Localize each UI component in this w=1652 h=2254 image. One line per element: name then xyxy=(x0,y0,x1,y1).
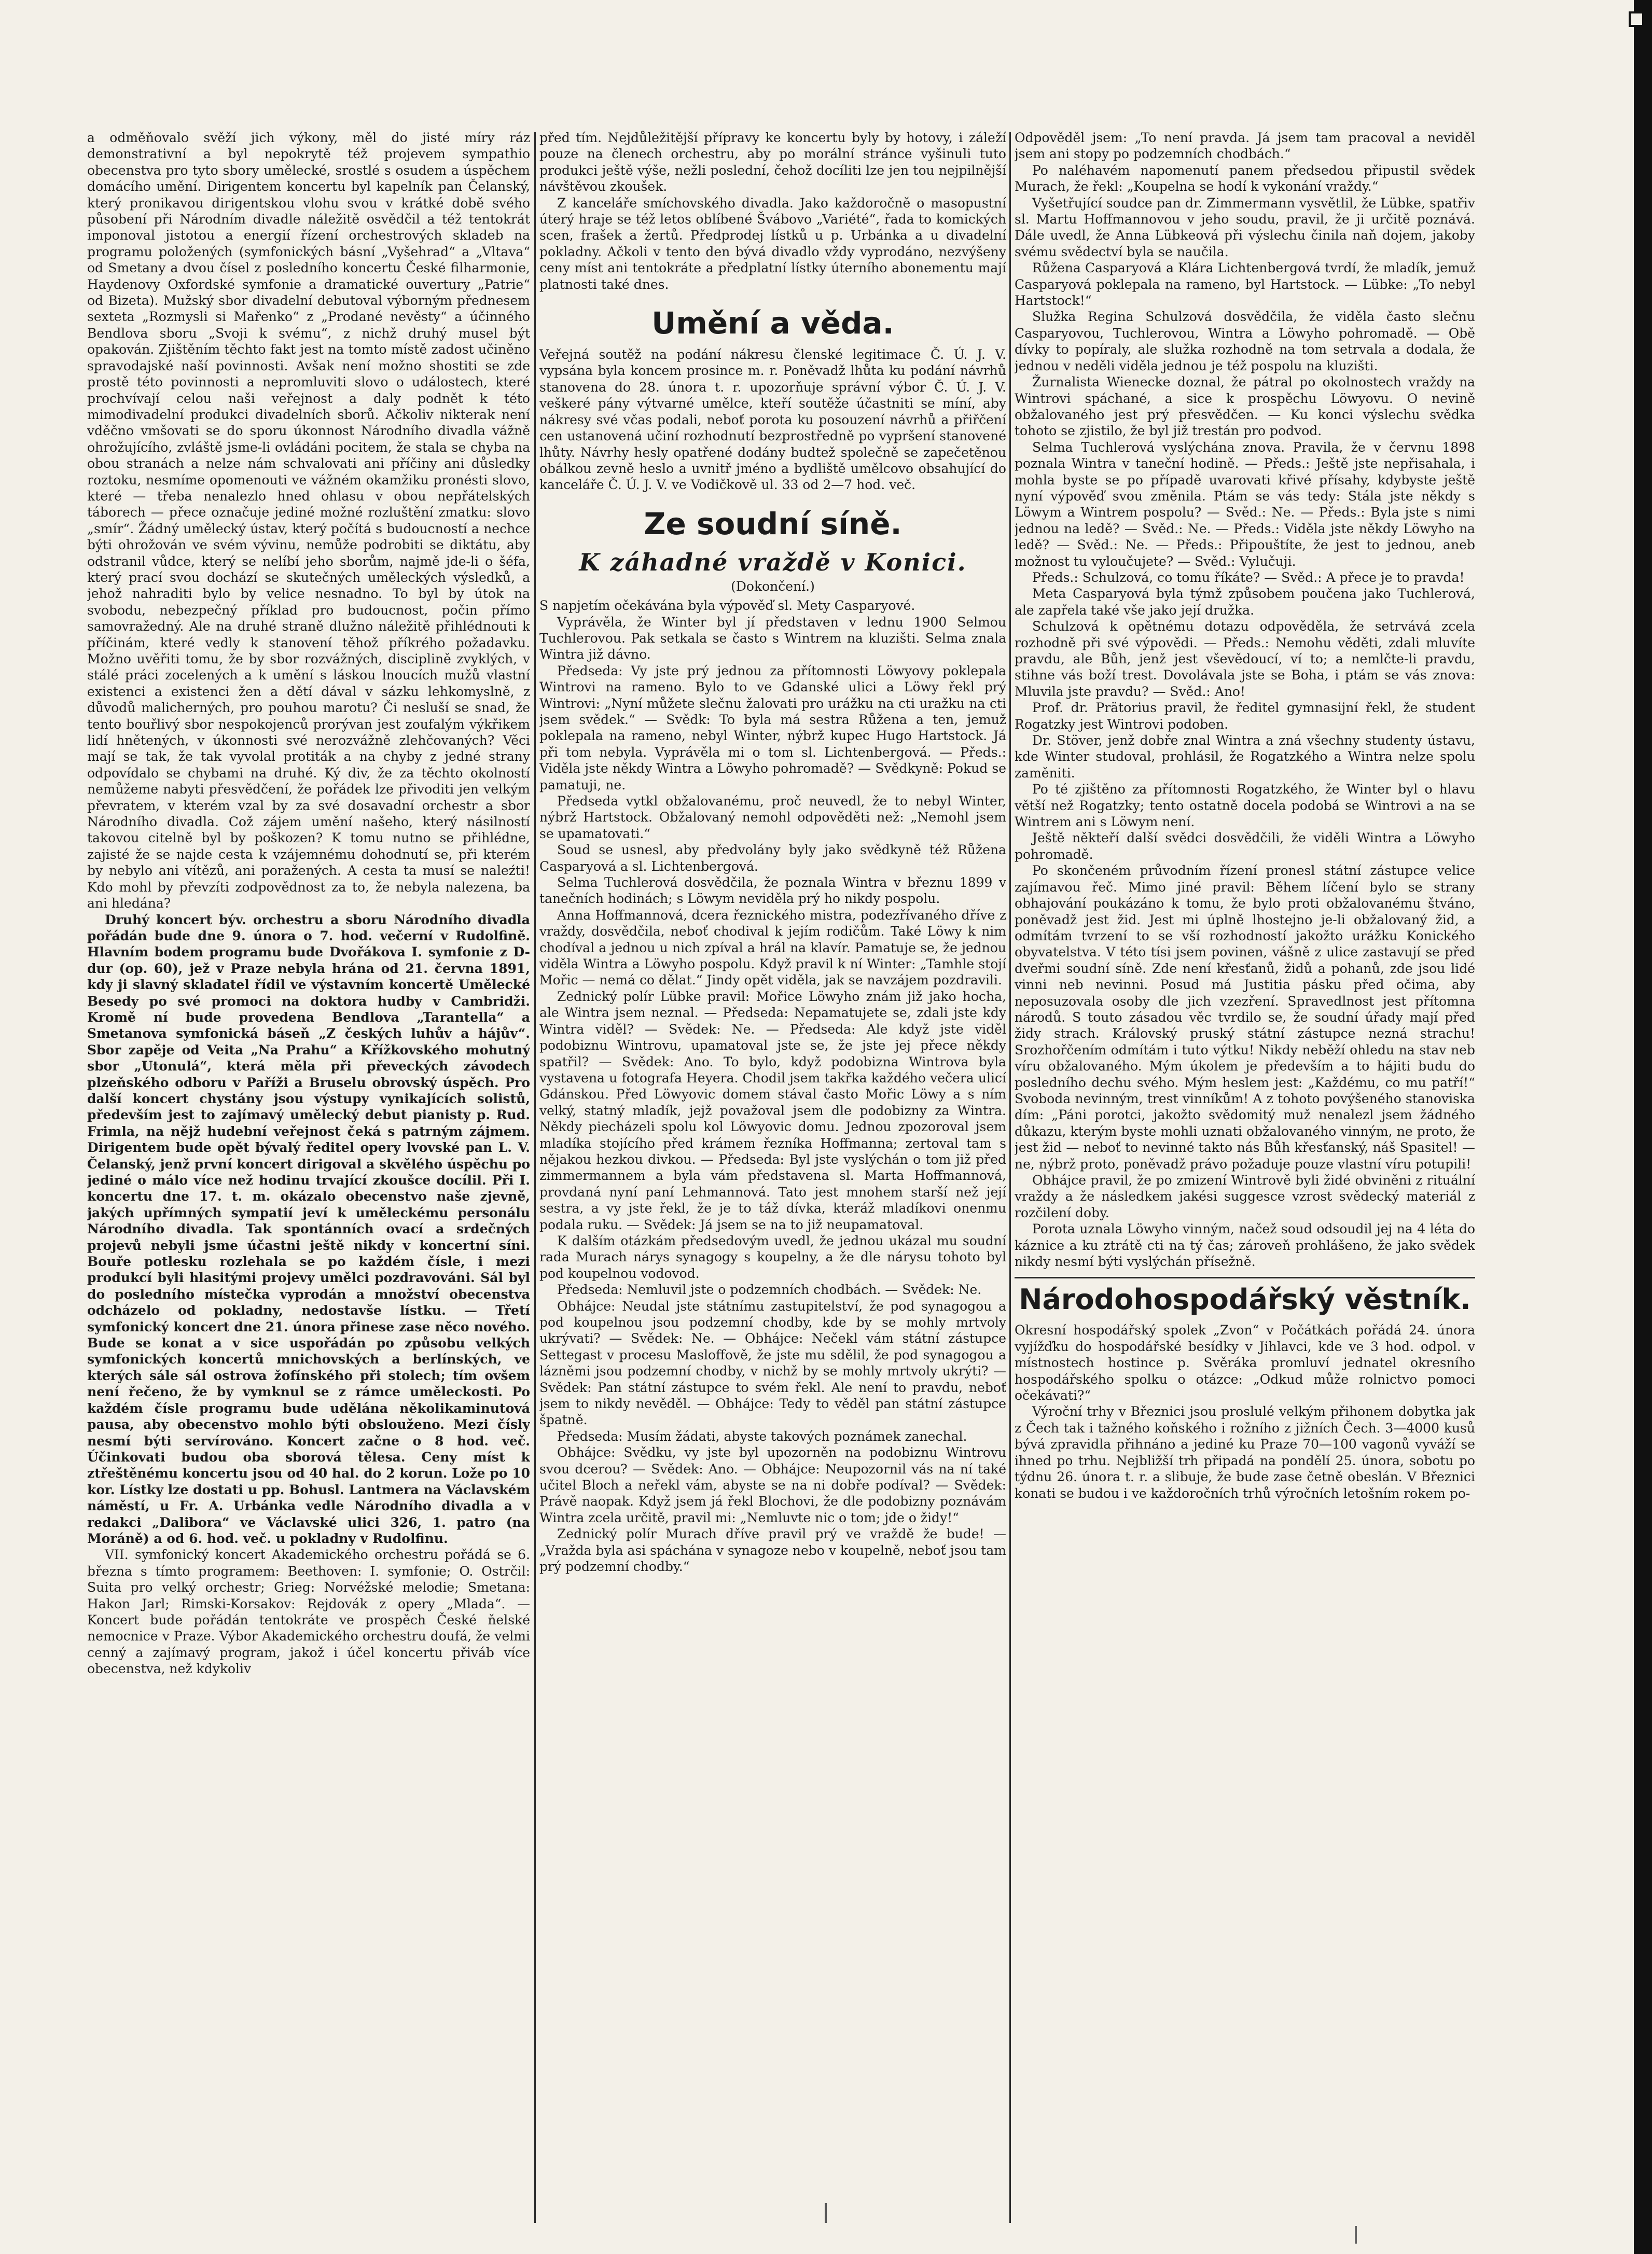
article-paragraph: Druhý koncert býv. orchestru a sboru Národního divadla pořádán bude dne 9. února o 7. hod. večerní v Rudolfině. Hlavním bodem programu bude Dvořákova I. symfonie z D-dur (op. 60), jež v Praze nebyla hrána od 21. června 1891, kdy ji slavný skladatel řídil ve výstavním koncertě Umělecké Besedy po své promoci na doktora hudby v Cambridži. Kromě ní bude provedena Bendlova „Tarantella“ a Smetanova symfonická báseň „Z českých luhův a hájův“. Sbor zapěje od Veita „Na Prahu“ a Křížkovského mohutný sbor „Utonulá“, která měla při převeckých závodech plzeňského odboru v Paříži a Bruselu obrovský úspěch. Pro další koncert chystány jsou výstupy vynikajících solistů, především jest to zajímavý umělecký debut pianisty p. Rud. Frimla, na nějž hudební veřejnost čeká s patrným zájmem. Dirigentem bude opět bývalý ředitel opery lvovské pan L. V. Čelanský, jenž první koncert dirigoval a skvělého úspěchu po jediné o málo více než hodinu trvající zkoušce docílil. Při I. koncertu dne 17. t. m. okázalo obecenstvo naše zjevně, jakých upřímných sympatií jeví k uměleckému personálu Národního divadla. Tak spontánních ovací a srdečných projevů nebyli jsme účastni ještě nikdy v koncertní síni. Bouře potlesku rozlehala se po každém čísle, i mezi produkcí byli hlasitými projevy umělci pozdravováni. Sál byl do posledního místečka vyprodán a množství obecenstva odcházelo od pokladny, nedostavše lístku. — Třetí symfonický koncert dne 21. února přinese zase něco nového. Bude se konat a v sice uspořádán po způsobu velkých symfonických koncertů mnichovských a berlínských, ve kterých sále sál ostrova žofínského při stolech; tím ovšem není řečeno, že by vymknul se z rámce uměleckosti. Po každém čísle programu bude udělána několikaminutová pausa, aby obecenstvo mohlo býti obslouženo. Mezi čísly nesmí býti servírováno. Koncert začne o 8 hod. več. Účinkovati budou oba sborová tělesa. Ceny míst k ztřeštěnému koncertu jsou od 40 hal. do 2 korun. Lože po 10 kor. Lístky lze dostati u pp. Bohusl. Lantmera na Václavském náměstí, u Fr. A. Urbánka vedle Národního divadla a v redakci „Dalibora“ ve Václavské ulici 326, 1. patro (na Moráně) a od 6. hod. več. u pokladny v Rudolfinu. xyxy=(87,912,530,1546)
article-paragraph: Vyšetřující soudce pan dr. Zimmermann vysvětlil, že Lübke, spatřiv sl. Martu Hoffmannovou v jeho soudu, pravil, že ji určitě poznává. Dále uvedl, že Anna Lübkeová při výslechu činila naň dojem, jakoby svému svědectví byla se naučila. xyxy=(1015,195,1475,259)
article-paragraph: S napjetím očekávána byla výpověď sl. Mety Casparyové. xyxy=(539,598,915,614)
article-paragraph: Vyprávěla, že Winter byl jí představen v lednu 1900 Selmou Tuchlerovou. Pak setkala se často s Wintrem na kluzišti. Selma znala Wintra již dávno. xyxy=(539,614,1006,662)
column-2 xyxy=(539,130,1006,2223)
article-paragraph: Předseda: Nemluvil jste o podzemních chodbách. — Svědek: Ne. xyxy=(557,1282,982,1298)
article-paragraph: a odměňovalo svěží jich výkony, měl do jisté míry ráz demonstrativní a byl nepokrytě též projevem sympathio obecenstva pro tyto sbory umělecké, srostlé s osudem a úspěchem domácího umění. Dirigentem koncertu byl kapelník pan Čelanský, který pronikavou dirigentskou vlohu svou v krátké době svého působení při Národním divadle náležitě osvědčil a též tentokrát imponoval jistotou a energií řízení orchestrových skladeb na programu položených (symfonických básní „Vyšehrad“ a „Vltava“ od Smetany a dvou čísel z posledního koncertu České filharmonie, Haydenovy Oxfordské symfonie a dramatické ouvertury „Patrie“ od Bizeta). Mužský sbor divadelní debutoval výborným přednesem sexteta „Rozmysli si Mařenko“ z „Prodané nevěsty“ a účinného Bendlova sboru „Svoji k svému“, z nichž druhý musel být opakován. Zjištěním těchto fakt jest na tomto místě zadost učiněno spravodajské naší povinnosti. Avšak není možno shostiti se zde prostě této povinnosti a nepromluviti slovo o událostech, které prochvívají celou naši veřejnost a daly podnět k této mimodivadelní produkci divadelních sborů. Ačkoliv nikterak není vděčno vmšovati se do sporu úkonnost Národního divadla vážně ohrožujícího, zvláště jsme-li ovládáni pocitem, že stala se chyba na obou stranách a nelze nám schvalovati ani příčiny ani důsledky roztoku, nesmíme opomenouti ve vážném okamžiku pronésti slovo, které — třeba nenalezlo hned ohlasu v obou nepřátelských táborech — přece označuje jediné možné rozluštění zmatku: slovo „smír“. Žádný umělecký ústav, který počítá s budoucností a nechce býti ohrožován ve svém vývinu, nemůže podrobiti se diktátu, aby odstranil vůdce, který se nelíbí jeho sborům, najmě jde-li o šéfa, který prací svou dochází se skutečných uměleckých výsledků, a jehož nahraditi bylo by velice nesnadno. To byl by útok na svobodu, nebezpečný příklad pro budoucnost, počin přímo samovražedný. Ale na druhé straně dlužno náležitě přihlédnouti k příčinám, které vedly k stanovení těhož příkrého požadavku. Možno uvěřiti tomu, že by sbor rozvážných, disciplině zvyklých, v stálé práci zocelených a k umění s láskou lnoucích mužů vlastní existenci a existenci žen a dětí dával v sázku lehkomyslně, z důvodů malicherných, pro pouhou marotu? Či nesluší se snad, že tento bouřlivý sbor nespokojenců prorývan jest zoufalým výkřikem lidí hnětených, v úkonnosti své nerozvážně zlehčovaných? Věci mají se tak, že tak vyvolal protiták a na chyby z jedné strany odpovídalo se chybami na druhé. Ký div, že za těchto okolností nemůžeme nabyti přesvědčení, že pořádek lze přivoditi jen velkým převratem, v kterém vzal by za své dosavadní orchestr a sbor Národního divadla. Což zájem umění našeho, který násilností takovou citelně byl by poškozen? K tomu nutno se přihlédne, zajisté že se najde cesta k vzájemnému dohodnutí se, při kterém by nebylo ani vítězů, ani poražených. A cesta ta musí se naleźti! Kdo mohl by převzíti zodpovědnost za to, že nebyla nalezena, ba ani hledána? xyxy=(87,130,530,911)
article-paragraph: Schulzová k opětnému dotazu odpověděla, že setrvává zcela rozhodně při své výpovědi. — Předs.: Nemohu věděti, zdali mluvíte pravdu, ale Bůh, jenž jest vševědoucí, ví to; a nemlčte-li pravdu, stihne vás boží trest. Dovolávala jste se Boha, i ptám se vás znova: Mluvila jste pravdu? — Svěd.: Ano! xyxy=(1015,619,1475,699)
article-paragraph: Okresní hospodářský spolek „Zvon“ v Počátkách pořádá 24. února vyjížďku do hospodářské besídky v Jihlavci, kde ve 3 hod. odpol. v místnostech hostince p. Svěráka promluví jednatel okresního hospodářského spolku o otázce: „Odkud může rolnictvo pomoci očekávati?“ xyxy=(1015,1323,1475,1403)
column-rule xyxy=(534,132,536,2223)
scan-edge xyxy=(1634,0,1652,2254)
section-heading: Národohospodářský věstník. xyxy=(1015,1277,1475,1318)
article-paragraph: VII. symfonický koncert Akademického orchestru pořádá se 6. března s tímto programem: Beethoven: I. symfonie; O. Ostrčil: Suita pro velký orchestr; Grieg: Norvéžské melodie; Smetana: Hakon Jarl; Rimski-Korsakov: Rejdovák z opery „Mlada“. — Koncert bude pořádán tentokráte ve prospěch České ňelské nemocnice v Praze. Výbor Akademického orchestru doufá, že velmi cenný a zajímavý program, jakož i účel koncertu přiváb více obecenstva, než kdykoliv xyxy=(87,1547,530,1677)
article-paragraph: Selma Tuchlerová dosvědčila, že poznala Wintra v březnu 1899 v tanečních hodinách; s Löwym neviděla prý ho nikdy pospolu. xyxy=(539,875,1006,907)
corner-mark xyxy=(1629,11,1644,27)
article-paragraph: Předseda vytkl obžalovanému, proč neuvedl, že to nebyl Winter, nýbrž Hartstock. Obžalovaný nemohl odpověděti než: „Nemohl jsem se upamatovati.“ xyxy=(539,794,1006,841)
article-paragraph: Po naléhavém napomenutí panem předsedou připustil svědek Murach, že řekl: „Koupelna se hodí k vykonání vraždy.“ xyxy=(1015,162,1475,194)
article-paragraph: Porota uznala Löwyho vinným, načež soud odsoudil jej na 4 léta do káznice a ku ztrátě cti na tý čas; zároveň prohlášeno, že jako svědek nikdy nesmí býti vyslýchán přísežně. xyxy=(1015,1221,1475,1270)
article-paragraph: Prof. dr. Prätorius pravil, že ředitel gymnasijní řekl, že student Rogatzky jest Wintrovi podoben. xyxy=(1015,700,1475,732)
article-paragraph: Předseda: Musím žádati, abyste takových poznámek zanechal. xyxy=(557,1428,967,1444)
column-3 xyxy=(1015,130,1475,2223)
article-paragraph: Dr. Stöver, jenž dobře znal Wintra a zná všechny studenty ústavu, kde Winter studoval, prohlásil, že Rogatzkého a Wintra nelze spolu zaměniti. xyxy=(1015,733,1475,781)
article-paragraph: Po skončeném průvodním řízení pronesl státní zástupce velice zajímavou řeč. Mimo jiné pravil: Během líčení bylo se strany obhajování poukázáno k tomu, že bylo proti obžalovanému štváno, poněvadž jest žid. Jest mi úplně lhostejno je-li obžalovaný žid, a odmítám tvrzení to se vší rozhodností jakožto urážku Konického obyvatelstva. V této tísi jsem povinen, vášně z ulice zastavují se před dveřmi soudní síně. Zde není křesťanů, židů a pohanů, zde jsou lidé vinni neb nevinni. Posud má Justitia pásku před očima, aby neposuzovala osoby dle jich vzezření. Spravedlnost jest přítomna národů. S touto zásadou věc tvrdilo se, že soudní úřady mají před židy strach. Královský pruský státní zástupce nezná strachu! Srozhořčením odmítám i tuto výtku! Nikdy neběží ohledu na stav neb víru obžalovaného. Mým úkolem je především a to hájiti budu do posledního dechu svého. Mým heslem jest: „Každému, co mu patří!“ Svoboda nevinným, trest vinníkům! A z tohoto povýšeného stanoviska dím: „Páni porotci, jakožto svědomitý muž nenalezl jsem žádného důkazu, kterým byste mohli uznati obžalovaného vinným, ne proto, že jest žid — neboť to nevinné takto nás Bůh křesťanský, náš Spasitel! — ne, nýbrž proto, poněvadž právo požaduje pouze vlastní víru potupili! xyxy=(1015,863,1475,1172)
section-heading: Umění a věda. xyxy=(651,305,894,341)
article-paragraph: Obhájce: Svědku, vy jste byl upozorněn na podobiznu Wintrovu svou dcerou? — Svědek: Ano. — Obhájce: Neupozornil vás na ní také učitel Bloch a neřekl vám, abyste se na ni dobře podíval? — Svědek: Právě naopak. Když jsem já řekl Blochovi, že dle podobizny poznávám Wintra zcela určitě, pravil mi: „Nemluvte nic o tom; jde o židy!“ xyxy=(539,1445,1006,1525)
article-paragraph: Předs.: Schulzová, co tomu říkáte? — Svěd.: A přece je to pravda! xyxy=(1032,569,1465,585)
article-paragraph: Soud se usnesl, aby předvolány byly jako svědkyně též Růžena Casparyová a sl. Lichtenbergová. xyxy=(539,842,1006,874)
print-mark xyxy=(1355,2226,1357,2244)
article-paragraph: Předseda: Vy jste prý jednou za přítomnosti Löwyovy poklepala Wintrovi na rameno. Bylo to ve Gdanské ulici a Löwy řekl prý Wintrovi: „Nyní můžete slečnu žalovati pro urážku na cti uražku na cti jsem svědek.“ — Svědk: To byla má sestra Růžena a ten, jemuž poklepala na rameno, nebyl Winter, nýbrž kupec Hugo Hartstock. Já při tom nebyla. Vyprávěla mi o tom sl. Lichtenbergová. — Předs.: Viděla jste někdy Wintra a Löwyho pohromadě? — Svědkyně: Pokud se pamatuji, ne. xyxy=(539,663,1006,792)
section-heading: Ze soudní síně. xyxy=(644,506,902,541)
article-paragraph: K dalším otázkám předsedovým uvedl, že jednou ukázal mu soudní rada Murach nárys synagogy s koupelny, a že dle nárysu tohoto byl pod koupelnou vodovod. xyxy=(539,1233,1006,1281)
article-paragraph: Po té zjištěno za přítomnosti Rogatzkého, že Winter byl o hlavu větší než Rogatzky; tento ostatně docela podobá se Wintrovi a na se Wintrem ani s Löwym není. xyxy=(1015,782,1475,830)
article-paragraph: Růžena Casparyová a Klára Lichtenbergová tvrdí, že mladík, jemuž Casparyová poklepala na rameno, byl Hartstock. — Lübke: „To nebyl Hartstock!“ xyxy=(1015,260,1475,309)
article-paragraph: Odpověděl jsem: „To není pravda. Já jsem tam pracoval a neviděl jsem ani stopy po podzemních chodbách.“ xyxy=(1015,130,1475,162)
article-paragraph: Zednický polír Murach dříve pravil prý ve vraždě že bude! — „Vražda byla asi spáchána v synagoze nebo v koupelně, neboť jsou tam prý podzemní chodby.“ xyxy=(539,1526,1006,1575)
article-paragraph: Meta Casparyová byla týmž způsobem poučena jako Tuchlerová, ale zapřela také vše jako její družka. xyxy=(1015,586,1475,618)
article-paragraph: Obhájce: Neudal jste státnímu zastupitelství, že pod synagogou a pod koupelnou jsou podzemní chodby, kde by se mohly mrtvoly ukrývati? — Svědek: Ne. — Obhájce: Nečekl vám státní zástupce Settegast v procesu Masloffově, že jste mu sdělil, že pod synagogou a lázněmi jsou podzemní chodby, v nichž by se mohly mrtvoly ukrýti? — Svědek: Pan státní zástupce to svém řekl. Ale není to pravdu, neboť jsem to nikdy nevěděl. — Obhájce: Tedy to věděl pan státní zástupce špatně. xyxy=(539,1298,1006,1428)
column-rule xyxy=(1009,132,1011,2223)
print-mark xyxy=(825,2203,827,2223)
article-paragraph: před tím. Nejdůležitější přípravy ke koncertu byly by hotovy, i záleží pouze na členech orchestru, aby po morální stránce vyšinuli tuto produkci ještě výše, nežli poslední, čehož docíliti lze jen tou nejpilnější návštěvou zkoušek. xyxy=(539,130,1006,194)
article-paragraph: Žurnalista Wienecke doznal, že pátral po okolnostech vraždy na Wintrovi spáchané, a sice k prospěchu Löwyovu. O nevině obžalovaného jest prý přesvědčen. — Ku konci výslechu svědka tohoto se zjistilo, že byl již trestán pro podvod. xyxy=(1015,374,1475,439)
article-paragraph: Obhájce pravil, že po zmizení Wintrově byli židé obviněni z rituální vraždy a že následkem jakési suggesce vzrost svědecký materiál z rozčilení doby. xyxy=(1015,1173,1475,1220)
article-paragraph: Veřejná soutěž na podání nákresu členské legitimace Č. Ú. J. V. vypsána byla koncem prosince m. r. Poněvadž lhůta ku podání návrhů stanovena do 28. února t. r. upozorňuje správní výbor Č. Ú. J. V. veškeré pány výtvarné umělce, kteří soutěže účastniti se míní, aby nákresy své včas podali, neboť porota ku posouzení návrhů a přiřčení cen ustanovená učiní rozhodnutí bezprostředně po vypršení stanovené lhůty. Návrhy hesly opatřené dodány budtež společně se zapečetěnou obálkou zevně heslo a uvnitř jméno a bydliště umělcovo obsahující do kanceláře Č. Ú. J. V. ve Vodičkově ul. 33 od 2—7 hod. več. xyxy=(539,347,1006,493)
article-paragraph: Zednický polír Lübke pravil: Mořice Löwyho znám již jako hocha, ale Wintra jsem neznal. — Předseda: Nepamatujete se, zdali jste kdy Wintra viděl? — Svědek: Ne. — Předseda: Ale když jste viděl podobiznu Wintrovu, upamatoval jste se, že jste jej přece někdy spatřil? — Svědek: Ano. To bylo, když podobizna Wintrova byla vystavena u fotografa Heyera. Chodil jsem takřka každého večera ulicí Gdánskou. Před Löwyovic domem stával často Mořic Löwy a s ním velký, statný mladík, jejž považoval jsem dle podobizny za Wintra. Někdy piecházeli spolu kol Löwyovic domu. Jednou zpozoroval jsem mladíka stojícího před krámem řezníka Hoffmanna; zertoval tam s nějakou hezkou divkou. — Předseda: Byl jste vyslýchán o tom již před zimmermannem a byla vám představena sl. Marta Hoffmannová, provdaná nyní paní Lehmannová. Tato jest mnohem starší než její sestra, a vy jste řekl, že je to táž dívka, kteráž mladíkovi onenmu podala ruku. — Svědek: Já jsem se na to již neupamatoval. xyxy=(539,989,1006,1232)
article-headline: K záhadné vraždě v Konici. xyxy=(579,548,967,576)
article-paragraph: Služka Regina Schulzová dosvědčila, že viděla často slečnu Casparyovou, Tuchlerovou, Wintra a Löwyho pohromadě. — Obě dívky to popíraly, ale služka rozhodně na tom setrvala a dodala, že jednou v neděli viděla jednou je též pospolu na kluzišti. xyxy=(1015,309,1475,373)
article-paragraph: Z kanceláře smíchovského divadla. Jako každoročně o masopustní úterý hraje se též letos oblíbené Švábovo „Variété“, řada to komických scen, frašek a žertů. Předprodej lístků u p. Urbánka a u divadelní pokladny. Ačkoli v tento den bývá divadlo vždy vyprodáno, nezvýšeny ceny míst ani tentokráte a předplatní lístky úterního abonementu mají platnosti také dnes. xyxy=(539,195,1006,292)
article-paragraph: Selma Tuchlerová vyslýchána znova. Pravila, že v červnu 1898 poznala Wintra v taneční hodině. — Předs.: Ještě jste nepřisahala, i mohla byste se po případě uvarovati křivé přísahy, kdybyste ještě nyní výpověď svou změnila. Ptám se vás tedy: Stála jste někdy s Löwym a Wintrem pospolu? — Svěd.: Ne. — Předs.: Byla jste s nimi jednou na ledě? — Svěd.: Ne. — Předs.: Viděla jste někdy Löwyho na ledě? — Svěd.: Ne. — Předs.: Připouštíte, že jest to jednou, aneb možnost tu vyloučujete? — Svěd.: Vylučuji. xyxy=(1015,439,1475,569)
continuation-note: (Dokončení.) xyxy=(731,578,815,594)
article-paragraph: Ještě někteří další svědci dosvědčili, že viděli Wintra a Löwyho pohromadě. xyxy=(1015,830,1475,862)
article-paragraph: Výroční trhy v Březnici jsou proslulé velkým přihonem dobytka jak z Čech tak i tažného koňského i rožního z jižních Čech. 3—4000 kusů bývá zpravidla přihnáno a jediné ku Praze 70—100 vagonů vyváží se ihned po trhu. Nejbližší trh připadá na pondělí 25. února, sobotu po týdnu 26. února t. r. a slibuje, že bude zase četně obeslán. V Březnici konati se budou i ve každoročních trhů výročních letošním rokem po- xyxy=(1015,1404,1475,1501)
article-paragraph: Anna Hoffmannová, dcera řeznického mistra, podezřívaného dříve z vraždy, dosvědčila, neboť chodival k jejím rodičům. Také Löwy k nim chodíval a jednou u nich zpíval a hrál na klavír. Pamatuje se, že jednou viděla Wintra a Löwyho pospolu. Když pravil k ní Winter: „Tamhle stojí Mořic — nemá co dělat.“ Jindy opět viděla, jak se navzájem pozdravili. xyxy=(539,907,1006,988)
column-1 xyxy=(87,130,530,2223)
